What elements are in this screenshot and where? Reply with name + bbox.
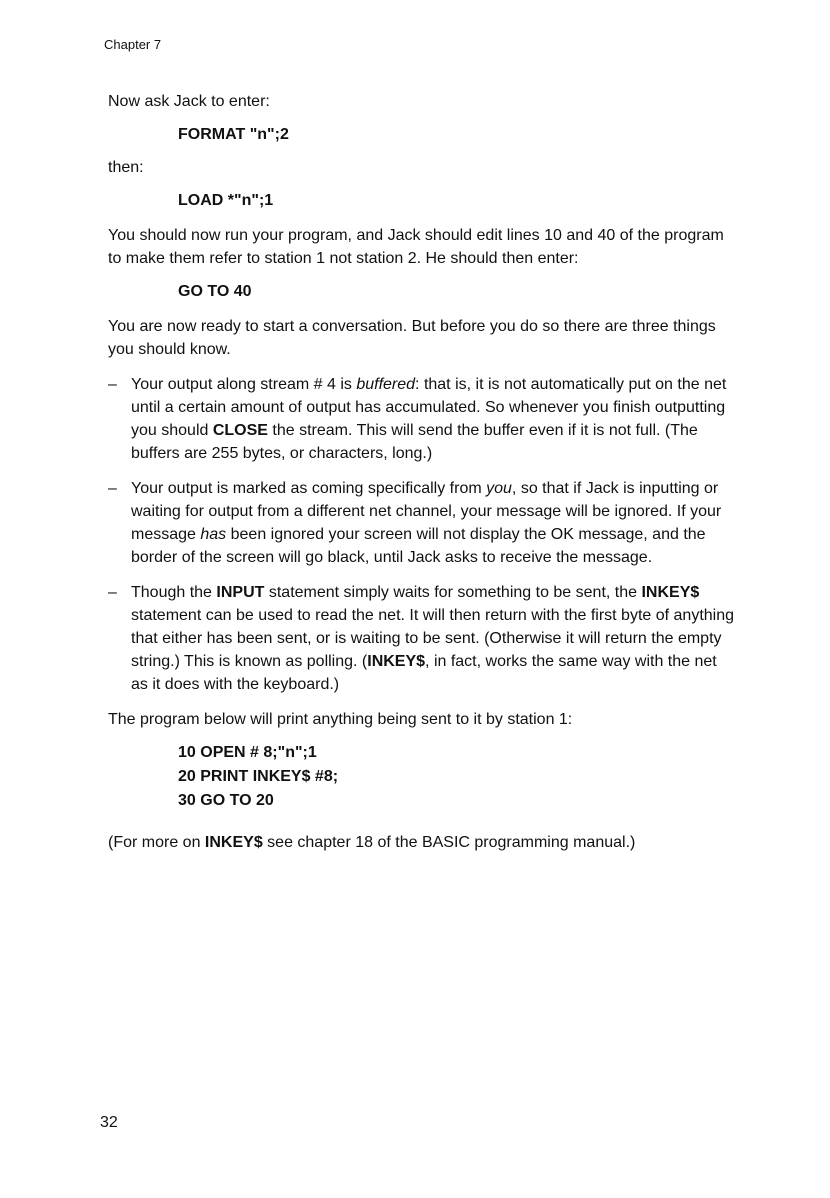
bullet-list: [108, 373, 738, 696]
paragraph-then: then:: [108, 159, 144, 176]
emphasis-text: you: [486, 480, 512, 497]
program-line: 30 GO TO 20: [178, 792, 274, 809]
page-body: [108, 90, 738, 854]
keyword-inkey: INKEY$: [367, 653, 426, 670]
paragraph-text: (For more on: [108, 834, 205, 851]
chapter-header: Chapter 7: [104, 37, 162, 52]
paragraph-intro: Now ask Jack to enter:: [108, 93, 270, 110]
keyword-inkey: INKEY$: [204, 834, 263, 851]
code-line-load: LOAD *"n";1: [178, 192, 274, 209]
bullet-dash: –: [108, 584, 117, 601]
keyword-input: INPUT: [216, 584, 265, 601]
paragraph-program-intro: The program below will print anything being sent to it by station 1:: [108, 711, 573, 728]
code-line-goto: GO TO 40: [178, 283, 252, 300]
bullet-text: , so that if Jack is inputting or waiting for output from a different net channel, your message will be ignored. If your message: [131, 480, 722, 543]
bullet-text: Your output is marked as coming specifically from: [131, 480, 487, 497]
bullet-text: , in fact, works the same way with the net as it does with the keyboard.): [131, 653, 717, 693]
program-listing: [178, 741, 738, 813]
paragraph-see-also: [108, 831, 738, 854]
code-line-format: FORMAT "n";2: [178, 126, 289, 143]
bullet-text: statement simply waits for something to be sent, the: [264, 584, 642, 601]
keyword-inkey: INKEY$: [641, 584, 700, 601]
bullet-buffered: [108, 373, 738, 465]
page-number: 32: [100, 1114, 118, 1131]
paragraph-conversation: You are now ready to start a conversation. But before you do so there are three things you should know.: [108, 318, 716, 358]
bullet-marked: [108, 477, 738, 569]
paragraph-text: see chapter 18 of the BASIC programming manual.): [262, 834, 636, 851]
bullet-dash: –: [108, 376, 117, 393]
bullet-dash: –: [108, 480, 117, 497]
emphasis-text: buffered: [356, 376, 416, 393]
bullet-input: [108, 581, 738, 696]
keyword-close: CLOSE: [212, 422, 268, 439]
paragraph-run-program: You should now run your program, and Jack should edit lines 10 and 40 of the program to make them refer to station 1 not station 2. He should then enter:: [108, 227, 724, 267]
bullet-text: Though the: [131, 584, 217, 601]
bullet-text: been ignored your screen will not display the OK message, and the border of the screen will go black, until Jack asks to receive the message.: [131, 526, 706, 566]
program-line: 20 PRINT INKEY$ #8;: [178, 768, 339, 785]
bullet-text: Your output along stream # 4 is: [131, 376, 357, 393]
bullet-text: statement can be used to read the net. It will then return with the first byte of anything that either has been sent, or is waiting to be sent. (Otherwise it will return the empty string.) This is known as polling. (: [131, 607, 735, 670]
bullet-text: the stream. This will send the buffer even if it is not full. (The buffers are 255 bytes, or characters, long.): [131, 422, 698, 462]
program-line: 10 OPEN # 8;"n";1: [178, 744, 317, 761]
emphasis-text: has: [200, 526, 227, 543]
bullet-text: : that is, it is not automatically put on the net until a certain amount of output has accumulated. So whenever you finish outputting you should: [131, 376, 727, 439]
